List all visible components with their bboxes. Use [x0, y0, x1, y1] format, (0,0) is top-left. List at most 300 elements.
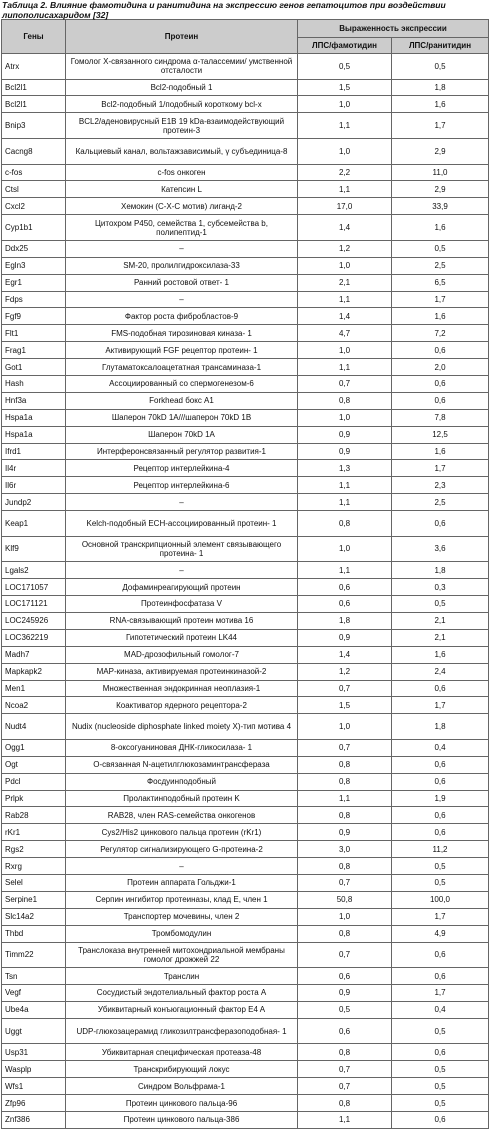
lps-famotidine-cell: 1,3 [298, 460, 392, 477]
lps-ranitidine-cell: 1,7 [392, 291, 489, 308]
gene-cell: Hspa1a [2, 426, 66, 443]
table-row [2, 215, 489, 241]
gene-cell: Vegf [2, 985, 66, 1002]
lps-ranitidine-cell: 0,5 [392, 240, 489, 257]
gene-cell: Jundp2 [2, 494, 66, 511]
gene-cell: Uggt [2, 1018, 66, 1044]
lps-famotidine-cell: 1,8 [298, 612, 392, 629]
gene-cell: Fdps [2, 291, 66, 308]
protein-cell: 8-оксогуаниновая ДНК-гликосилаза- 1 [66, 739, 298, 756]
lps-famotidine-cell: 2,1 [298, 274, 392, 291]
lps-famotidine-cell: 1,0 [298, 342, 392, 359]
gene-cell: Bcl2l1 [2, 79, 66, 96]
lps-famotidine-cell: 50,8 [298, 891, 392, 908]
gene-cell: Slc14a2 [2, 908, 66, 925]
protein-cell: О-связанная N-ацетилглюкозаминтрансфераза [66, 756, 298, 773]
lps-famotidine-cell: 0,8 [298, 925, 392, 942]
table-row [2, 342, 489, 359]
protein-cell: Синдром Вольфрама-1 [66, 1078, 298, 1095]
gene-cell: Keap1 [2, 511, 66, 537]
protein-cell: Ранний ростовой ответ- 1 [66, 274, 298, 291]
gene-cell: Hspa1a [2, 409, 66, 426]
lps-famotidine-cell: 0,5 [298, 1001, 392, 1018]
gene-cell: Thbd [2, 925, 66, 942]
table-row [2, 79, 489, 96]
protein-cell: Транслоказа внутренней митохондриальной мембраны гомолог дрожжей 22 [66, 942, 298, 968]
lps-ranitidine-cell: 0,6 [392, 1044, 489, 1061]
protein-cell: c-fos онкоген [66, 164, 298, 181]
lps-ranitidine-cell: 0,4 [392, 1001, 489, 1018]
table-row [2, 925, 489, 942]
gene-cell: Klf9 [2, 536, 66, 562]
lps-ranitidine-cell: 2,9 [392, 181, 489, 198]
table-row [2, 680, 489, 697]
table-row [2, 790, 489, 807]
lps-ranitidine-cell: 0,4 [392, 739, 489, 756]
table-row [2, 942, 489, 968]
protein-cell: Рецептор интерлейкина-6 [66, 477, 298, 494]
lps-famotidine-cell: 1,1 [298, 291, 392, 308]
gene-cell: Hash [2, 375, 66, 392]
protein-cell: Коактиватор ядерного рецептора-2 [66, 697, 298, 714]
gene-cell: Wasplp [2, 1061, 66, 1078]
lps-ranitidine-cell: 4,9 [392, 925, 489, 942]
table-row [2, 756, 489, 773]
lps-ranitidine-cell: 3,6 [392, 536, 489, 562]
table-row [2, 1111, 489, 1128]
lps-famotidine-cell: 1,5 [298, 697, 392, 714]
gene-cell: Cyp1b1 [2, 215, 66, 241]
gene-cell: Wfs1 [2, 1078, 66, 1095]
lps-famotidine-cell: 1,5 [298, 79, 392, 96]
protein-cell: Протеин цинкового пальца-96 [66, 1095, 298, 1112]
table-row [2, 663, 489, 680]
gene-cell: Cxcl2 [2, 198, 66, 215]
protein-cell: Хемокин (С-Х-С мотив) лиганд-2 [66, 198, 298, 215]
lps-ranitidine-cell: 2,9 [392, 138, 489, 164]
lps-famotidine-cell: 0,8 [298, 1044, 392, 1061]
table-row [2, 359, 489, 376]
table-row [2, 181, 489, 198]
lps-famotidine-cell: 1,1 [298, 359, 392, 376]
table-row [2, 198, 489, 215]
lps-ranitidine-cell: 0,5 [392, 1018, 489, 1044]
gene-cell: Tsn [2, 968, 66, 985]
lps-famotidine-cell: 0,8 [298, 807, 392, 824]
table-row [2, 1044, 489, 1061]
lps-famotidine-cell: 1,0 [298, 536, 392, 562]
gene-cell: Ube4a [2, 1001, 66, 1018]
table-row [2, 54, 489, 80]
lps-ranitidine-cell: 0,5 [392, 1095, 489, 1112]
gene-cell: Lgals2 [2, 562, 66, 579]
protein-cell: Регулятор сигнализирующего G-протеина-2 [66, 841, 298, 858]
table-row [2, 392, 489, 409]
lps-famotidine-cell: 1,4 [298, 308, 392, 325]
protein-cell: Транслин [66, 968, 298, 985]
gene-cell: LOC171057 [2, 579, 66, 596]
lps-famotidine-cell: 0,5 [298, 54, 392, 80]
lps-famotidine-cell: 0,6 [298, 1018, 392, 1044]
lps-famotidine-cell: 0,9 [298, 629, 392, 646]
lps-famotidine-cell: 0,7 [298, 680, 392, 697]
lps-ranitidine-cell: 0,6 [392, 942, 489, 968]
lps-ranitidine-cell: 2,1 [392, 612, 489, 629]
lps-famotidine-cell: 1,0 [298, 257, 392, 274]
table-row [2, 739, 489, 756]
protein-cell: BCL2/аденовирусный E1B 19 kDa-взаимодействующий протеин-3 [66, 113, 298, 139]
gene-cell: Selel [2, 875, 66, 892]
lps-ranitidine-cell: 2,5 [392, 257, 489, 274]
table-row [2, 858, 489, 875]
protein-cell: RAB28, член RAS-семейства онкогенов [66, 807, 298, 824]
gene-cell: Ogg1 [2, 739, 66, 756]
lps-ranitidine-cell: 0,6 [392, 375, 489, 392]
gene-cell: Ctsl [2, 181, 66, 198]
lps-ranitidine-cell: 2,1 [392, 629, 489, 646]
protein-cell: Фактор роста фибробластов-9 [66, 308, 298, 325]
protein-cell: Протеин аппарата Гольджи-1 [66, 875, 298, 892]
protein-cell: Ассоциированный со спермогенезом-6 [66, 375, 298, 392]
lps-famotidine-cell: 0,9 [298, 443, 392, 460]
table-row [2, 596, 489, 613]
lps-famotidine-cell: 1,1 [298, 790, 392, 807]
table-row [2, 325, 489, 342]
lps-ranitidine-cell: 0,5 [392, 596, 489, 613]
table-row [2, 646, 489, 663]
header-protein: Протеин [66, 20, 298, 54]
lps-famotidine-cell: 1,1 [298, 113, 392, 139]
gene-cell: Nudt4 [2, 714, 66, 740]
gene-cell: Timm22 [2, 942, 66, 968]
lps-famotidine-cell: 1,1 [298, 181, 392, 198]
table-row [2, 1095, 489, 1112]
table-row [2, 807, 489, 824]
table-row [2, 308, 489, 325]
table-row [2, 138, 489, 164]
gene-cell: Rxrg [2, 858, 66, 875]
lps-ranitidine-cell: 2,0 [392, 359, 489, 376]
table-row [2, 1061, 489, 1078]
lps-famotidine-cell: 0,8 [298, 773, 392, 790]
lps-ranitidine-cell: 7,8 [392, 409, 489, 426]
lps-ranitidine-cell: 1,7 [392, 697, 489, 714]
lps-ranitidine-cell: 0,6 [392, 511, 489, 537]
lps-ranitidine-cell: 1,8 [392, 79, 489, 96]
protein-cell: Гомолог X-связанного синдрома α-талассемии/ умственной отсталости [66, 54, 298, 80]
lps-ranitidine-cell: 1,6 [392, 96, 489, 113]
gene-cell: Usp31 [2, 1044, 66, 1061]
protein-cell: Фосдуинподобный [66, 773, 298, 790]
table-row [2, 291, 489, 308]
table-row [2, 579, 489, 596]
protein-cell: Катепсин L [66, 181, 298, 198]
lps-ranitidine-cell: 0,6 [392, 824, 489, 841]
lps-famotidine-cell: 1,1 [298, 562, 392, 579]
gene-cell: Znf386 [2, 1111, 66, 1128]
lps-famotidine-cell: 1,1 [298, 477, 392, 494]
lps-ranitidine-cell: 1,6 [392, 215, 489, 241]
header-lps-ranitidine: ЛПС/ранитидин [392, 38, 489, 54]
lps-ranitidine-cell: 0,6 [392, 756, 489, 773]
lps-famotidine-cell: 1,2 [298, 663, 392, 680]
lps-ranitidine-cell: 0,5 [392, 858, 489, 875]
lps-famotidine-cell: 4,7 [298, 325, 392, 342]
lps-ranitidine-cell: 1,7 [392, 985, 489, 1002]
lps-ranitidine-cell: 12,5 [392, 426, 489, 443]
lps-famotidine-cell: 0,8 [298, 756, 392, 773]
gene-cell: Zfp96 [2, 1095, 66, 1112]
table-row [2, 409, 489, 426]
gene-cell: LOC362219 [2, 629, 66, 646]
gene-cell: Serpine1 [2, 891, 66, 908]
gene-cell: Fgf9 [2, 308, 66, 325]
lps-famotidine-cell: 0,9 [298, 985, 392, 1002]
gene-cell: Il6r [2, 477, 66, 494]
lps-famotidine-cell: 0,9 [298, 426, 392, 443]
lps-ranitidine-cell: 1,6 [392, 443, 489, 460]
table-row [2, 511, 489, 537]
lps-famotidine-cell: 1,0 [298, 96, 392, 113]
gene-cell: Hnf3a [2, 392, 66, 409]
table-row [2, 562, 489, 579]
lps-famotidine-cell: 1,0 [298, 409, 392, 426]
table-row [2, 460, 489, 477]
protein-cell: – [66, 494, 298, 511]
protein-cell: Шаперон 70kD 1A [66, 426, 298, 443]
protein-cell: Bcl2-подобный 1/подобный короткому bcl-x [66, 96, 298, 113]
gene-cell: Egln3 [2, 257, 66, 274]
protein-cell: Cys2/His2 цинкового пальца протеин (rKr1) [66, 824, 298, 841]
protein-cell: Гипотетический протеин LK44 [66, 629, 298, 646]
gene-cell: Pdcl [2, 773, 66, 790]
lps-ranitidine-cell: 2,4 [392, 663, 489, 680]
lps-ranitidine-cell: 1,7 [392, 113, 489, 139]
table-row [2, 96, 489, 113]
table-row [2, 164, 489, 181]
gene-cell: Got1 [2, 359, 66, 376]
gene-cell: Rab28 [2, 807, 66, 824]
protein-cell: FMS-подобная тирозиновая киназа- 1 [66, 325, 298, 342]
gene-cell: Flt1 [2, 325, 66, 342]
gene-cell: Men1 [2, 680, 66, 697]
protein-cell: Цитохром P450, семейства 1, субсемейства b, полипептид-1 [66, 215, 298, 241]
lps-famotidine-cell: 1,0 [298, 138, 392, 164]
table-row [2, 1001, 489, 1018]
protein-cell: Forkhead бокс A1 [66, 392, 298, 409]
lps-ranitidine-cell: 2,3 [392, 477, 489, 494]
protein-cell: MAP-киназа, активируемая протеинкиназой-2 [66, 663, 298, 680]
lps-ranitidine-cell: 1,6 [392, 308, 489, 325]
table-row [2, 274, 489, 291]
lps-famotidine-cell: 0,6 [298, 596, 392, 613]
lps-ranitidine-cell: 33,9 [392, 198, 489, 215]
lps-famotidine-cell: 0,7 [298, 375, 392, 392]
gene-cell: Ncoa2 [2, 697, 66, 714]
lps-ranitidine-cell: 1,7 [392, 908, 489, 925]
lps-ranitidine-cell: 11,0 [392, 164, 489, 181]
table-row [2, 477, 489, 494]
lps-ranitidine-cell: 1,9 [392, 790, 489, 807]
gene-cell: Ogt [2, 756, 66, 773]
protein-cell: MAD-дрозофильный гомолог-7 [66, 646, 298, 663]
gene-cell: Prlpk [2, 790, 66, 807]
lps-famotidine-cell: 0,8 [298, 858, 392, 875]
gene-cell: c-fos [2, 164, 66, 181]
protein-cell: Транскрибирующий локус [66, 1061, 298, 1078]
protein-cell: Шаперон 70kD 1A///шаперон 70kD 1B [66, 409, 298, 426]
protein-cell: RNA-связывающий протеин мотива 16 [66, 612, 298, 629]
protein-cell: Основной транскрипционный элемент связывающего протеина- 1 [66, 536, 298, 562]
gene-cell: rKr1 [2, 824, 66, 841]
protein-cell: UDP-глюкозацерамид гликозилтрансферазоподобная- 1 [66, 1018, 298, 1044]
protein-cell: Тромбомодулин [66, 925, 298, 942]
lps-famotidine-cell: 0,6 [298, 579, 392, 596]
lps-famotidine-cell: 0,9 [298, 824, 392, 841]
lps-ranitidine-cell: 0,5 [392, 54, 489, 80]
table-row [2, 697, 489, 714]
lps-famotidine-cell: 1,0 [298, 714, 392, 740]
protein-cell: Кальциевый канал, вольтажзависимый, γ субъединица-8 [66, 138, 298, 164]
gene-cell: Bnip3 [2, 113, 66, 139]
protein-cell: Интерферонсвязанный регулятор развития-1 [66, 443, 298, 460]
table-row [2, 536, 489, 562]
table-row [2, 841, 489, 858]
protein-cell: – [66, 291, 298, 308]
header-lps-famotidine: ЛПС/фамотидин [298, 38, 392, 54]
lps-ranitidine-cell: 0,6 [392, 773, 489, 790]
table-row [2, 494, 489, 511]
protein-cell: Убиквитарная специфическая протеаза-48 [66, 1044, 298, 1061]
lps-ranitidine-cell: 2,5 [392, 494, 489, 511]
lps-ranitidine-cell: 0,6 [392, 680, 489, 697]
lps-famotidine-cell: 1,4 [298, 646, 392, 663]
lps-ranitidine-cell: 1,6 [392, 646, 489, 663]
protein-cell: – [66, 240, 298, 257]
gene-cell: LOC171121 [2, 596, 66, 613]
protein-cell: Kelch-подобный ECH-ассоциированный протеин- 1 [66, 511, 298, 537]
gene-cell: Il4r [2, 460, 66, 477]
gene-cell: Ifrd1 [2, 443, 66, 460]
protein-cell: Дофаминреагирующий протеин [66, 579, 298, 596]
lps-ranitidine-cell: 0,6 [392, 807, 489, 824]
gene-cell: Madh7 [2, 646, 66, 663]
table-row [2, 875, 489, 892]
header-expression: Выраженность экспрессии [298, 20, 489, 38]
gene-cell: Ddx25 [2, 240, 66, 257]
table-row [2, 612, 489, 629]
lps-ranitidine-cell: 0,6 [392, 1111, 489, 1128]
gene-cell: Mapkapk2 [2, 663, 66, 680]
header-genes: Гены [2, 20, 66, 54]
protein-cell: Пролактинподобный протеин K [66, 790, 298, 807]
table-row [2, 714, 489, 740]
lps-ranitidine-cell: 7,2 [392, 325, 489, 342]
lps-ranitidine-cell: 11,2 [392, 841, 489, 858]
table-row [2, 443, 489, 460]
lps-famotidine-cell: 1,1 [298, 494, 392, 511]
protein-cell: Транспортер мочевины, член 2 [66, 908, 298, 925]
table-row [2, 891, 489, 908]
lps-ranitidine-cell: 1,7 [392, 460, 489, 477]
lps-famotidine-cell: 0,7 [298, 739, 392, 756]
table-row [2, 1078, 489, 1095]
table-row [2, 257, 489, 274]
lps-ranitidine-cell: 6,5 [392, 274, 489, 291]
lps-famotidine-cell: 1,0 [298, 908, 392, 925]
lps-famotidine-cell: 17,0 [298, 198, 392, 215]
lps-famotidine-cell: 0,7 [298, 942, 392, 968]
lps-famotidine-cell: 1,1 [298, 1111, 392, 1128]
protein-cell: Nudix (nucleoside diphosphate linked moiety X)-тип мотива 4 [66, 714, 298, 740]
lps-ranitidine-cell: 1,8 [392, 714, 489, 740]
gene-cell: Atrx [2, 54, 66, 80]
lps-famotidine-cell: 1,4 [298, 215, 392, 241]
gene-cell: Bcl2l1 [2, 96, 66, 113]
lps-famotidine-cell: 1,2 [298, 240, 392, 257]
protein-cell: Серпин ингибитор протеиназы, клад E, член 1 [66, 891, 298, 908]
protein-cell: Сосудистый эндотелиальный фактор роста A [66, 985, 298, 1002]
table-row [2, 985, 489, 1002]
lps-famotidine-cell: 0,8 [298, 1095, 392, 1112]
protein-cell: – [66, 562, 298, 579]
lps-ranitidine-cell: 0,5 [392, 1078, 489, 1095]
protein-cell: Убиквитарный конъюгационный фактор E4 A [66, 1001, 298, 1018]
protein-cell: Множественная эндокринная неоплазия-1 [66, 680, 298, 697]
protein-cell: – [66, 858, 298, 875]
gene-cell: Egr1 [2, 274, 66, 291]
lps-ranitidine-cell: 1,8 [392, 562, 489, 579]
table-row [2, 773, 489, 790]
lps-famotidine-cell: 0,7 [298, 1061, 392, 1078]
gene-cell: Rgs2 [2, 841, 66, 858]
lps-ranitidine-cell: 0,6 [392, 968, 489, 985]
table-row [2, 629, 489, 646]
table-row [2, 240, 489, 257]
table-row [2, 968, 489, 985]
table-caption: Таблица 2. Влияние фамотидина и ранитидина на экспрессию генов гепатоцитов при воздействии липополисахаридом [32] [2, 0, 446, 20]
lps-ranitidine-cell: 0,6 [392, 342, 489, 359]
table-row [2, 824, 489, 841]
protein-cell: Глутаматоксалоацетатная трансаминаза-1 [66, 359, 298, 376]
table-row [2, 426, 489, 443]
lps-ranitidine-cell: 0,5 [392, 1061, 489, 1078]
gene-expression-table [1, 19, 489, 1129]
protein-cell: Активирующий FGF рецептор протеин- 1 [66, 342, 298, 359]
protein-cell: Протеинфосфатаза V [66, 596, 298, 613]
lps-famotidine-cell: 0,7 [298, 1078, 392, 1095]
table-body [2, 54, 489, 1129]
lps-famotidine-cell: 0,6 [298, 968, 392, 985]
protein-cell: Bcl2-подобный 1 [66, 79, 298, 96]
lps-ranitidine-cell: 0,5 [392, 875, 489, 892]
lps-famotidine-cell: 0,8 [298, 511, 392, 537]
table-row [2, 908, 489, 925]
lps-ranitidine-cell: 100,0 [392, 891, 489, 908]
lps-famotidine-cell: 0,7 [298, 875, 392, 892]
protein-cell: SM-20, пролилгидроксилаза-33 [66, 257, 298, 274]
table-row [2, 375, 489, 392]
table-row [2, 1018, 489, 1044]
protein-cell: Протеин цинкового пальца-386 [66, 1111, 298, 1128]
lps-ranitidine-cell: 0,3 [392, 579, 489, 596]
protein-cell: Рецептор интерлейкина-4 [66, 460, 298, 477]
lps-famotidine-cell: 2,2 [298, 164, 392, 181]
gene-cell: Cacng8 [2, 138, 66, 164]
lps-famotidine-cell: 3,0 [298, 841, 392, 858]
table-row [2, 113, 489, 139]
lps-famotidine-cell: 0,8 [298, 392, 392, 409]
